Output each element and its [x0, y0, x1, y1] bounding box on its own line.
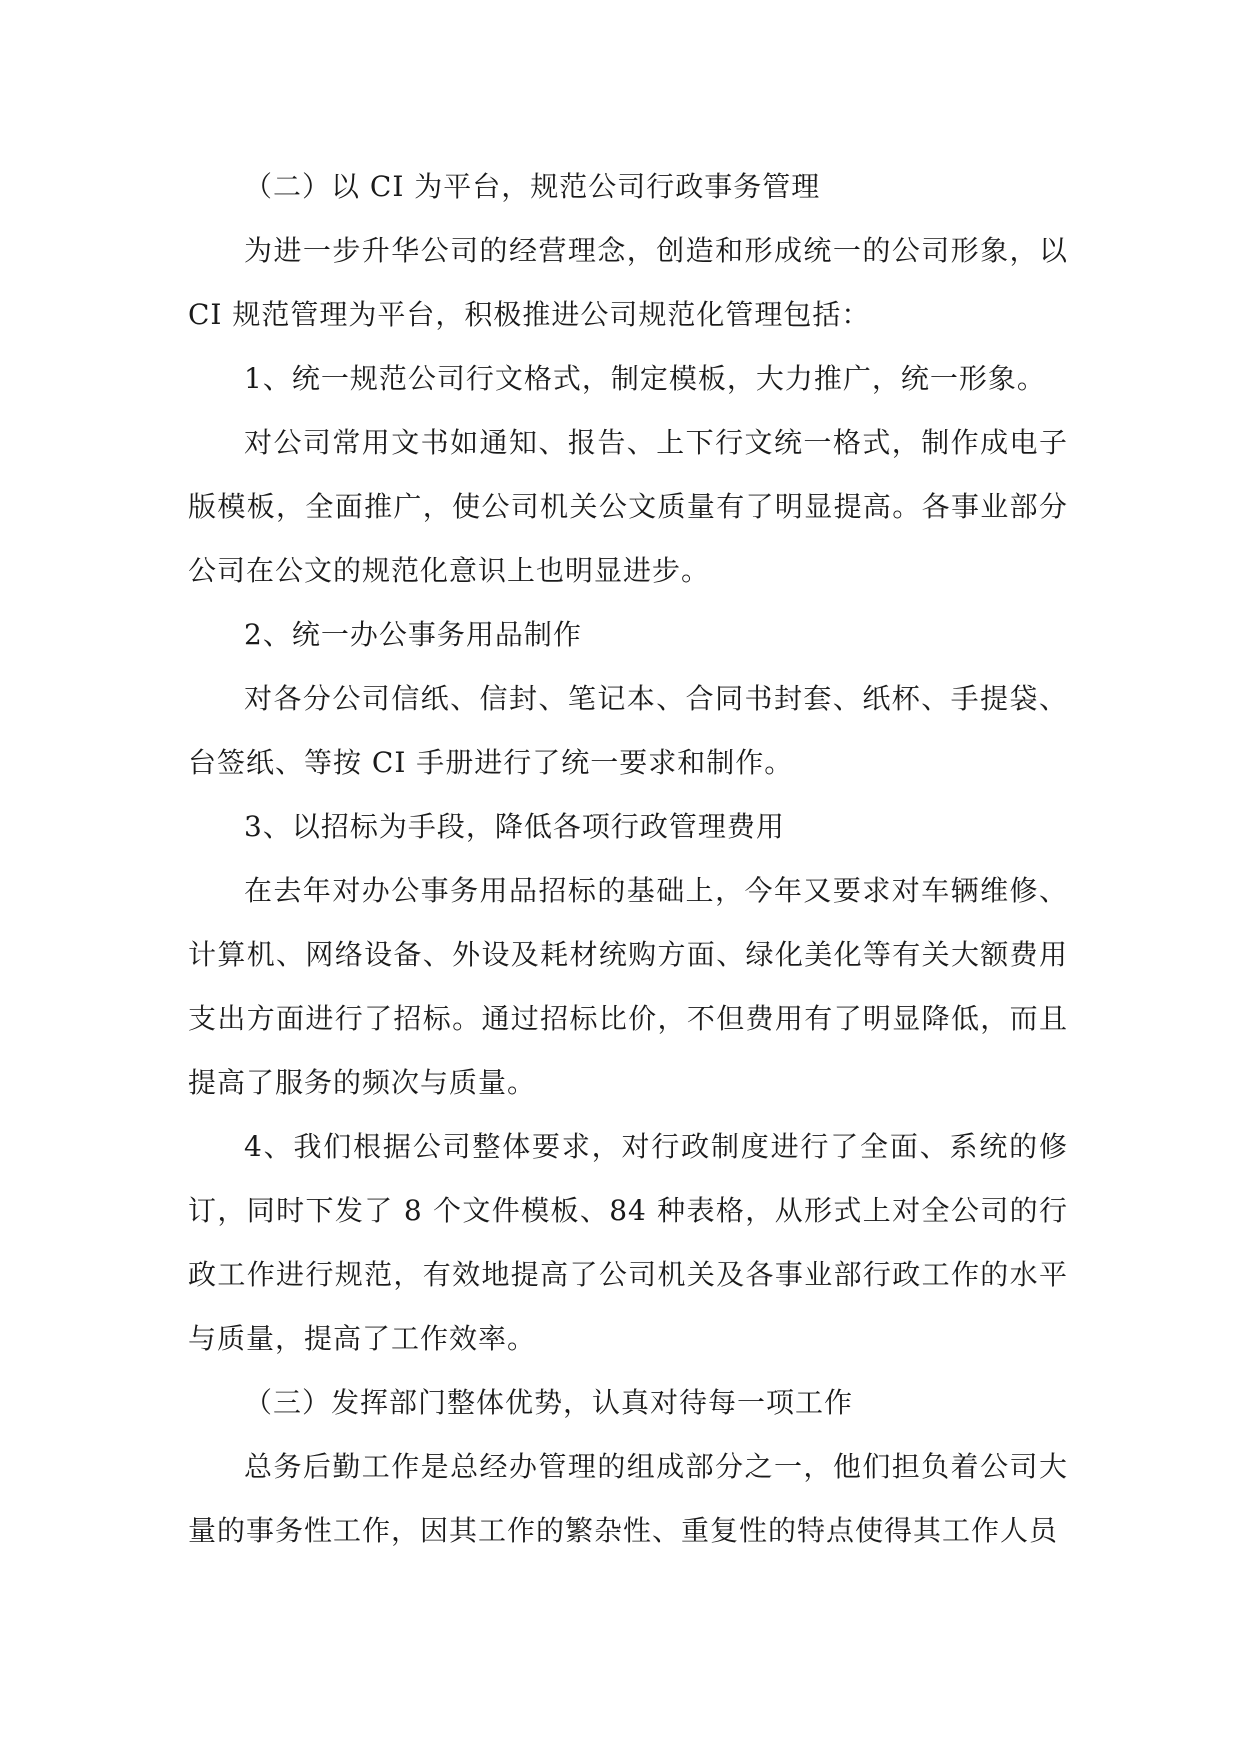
section-3-body: 总务后勤工作是总经办管理的组成部分之一，他们担负着公司大量的事务性工作，因其工作的繁杂性、重复性的特点使得其工作人员 — [188, 1450, 1068, 1547]
item-1-title: 1、统一规范公司行文格式，制定模板，大力推广，统一形象。 — [244, 362, 1046, 395]
item-3-body: 在去年对办公事务用品招标的基础上，今年又要求对车辆维修、计算机、网络设备、外设及耗材统购方面、绿化美化等有关大额费用支出方面进行了招标。通过招标比价，不但费用有了明显降低，而且提高了服务的频次与质量。 — [188, 874, 1068, 1099]
item-2-body: 对各分公司信纸、信封、笔记本、合同书封套、纸杯、手提袋、台签纸、等按 CI 手册进行了统一要求和制作。 — [188, 682, 1068, 779]
item-2-title: 2、统一办公事务用品制作 — [244, 618, 582, 651]
document-body — [188, 155, 1068, 1563]
item-1-body: 对公司常用文书如通知、报告、上下行文统一格式，制作成电子版模板，全面推广，使公司机关公文质量有了明显提高。各事业部分公司在公文的规范化意识上也明显进步。 — [188, 426, 1068, 587]
item-4-paragraph: 4、我们根据公司整体要求，对行政制度进行了全面、系统的修订，同时下发了 8 个文件模板、84 种表格，从形式上对全公司的行政工作进行规范，有效地提高了公司机关及各事业部行政工作的水平与质量，提高了工作效率。 — [188, 1130, 1068, 1355]
section-heading-3: （三）发挥部门整体优势，认真对待每一项工作 — [244, 1386, 854, 1419]
item-3-title: 3、以招标为手段，降低各项行政管理费用 — [244, 810, 785, 843]
section-heading-2: （二）以 CI 为平台，规范公司行政事务管理 — [244, 170, 821, 203]
intro-paragraph: 为进一步升华公司的经营理念，创造和形成统一的公司形象，以 CI 规范管理为平台，积极推进公司规范化管理包括： — [188, 234, 1068, 331]
